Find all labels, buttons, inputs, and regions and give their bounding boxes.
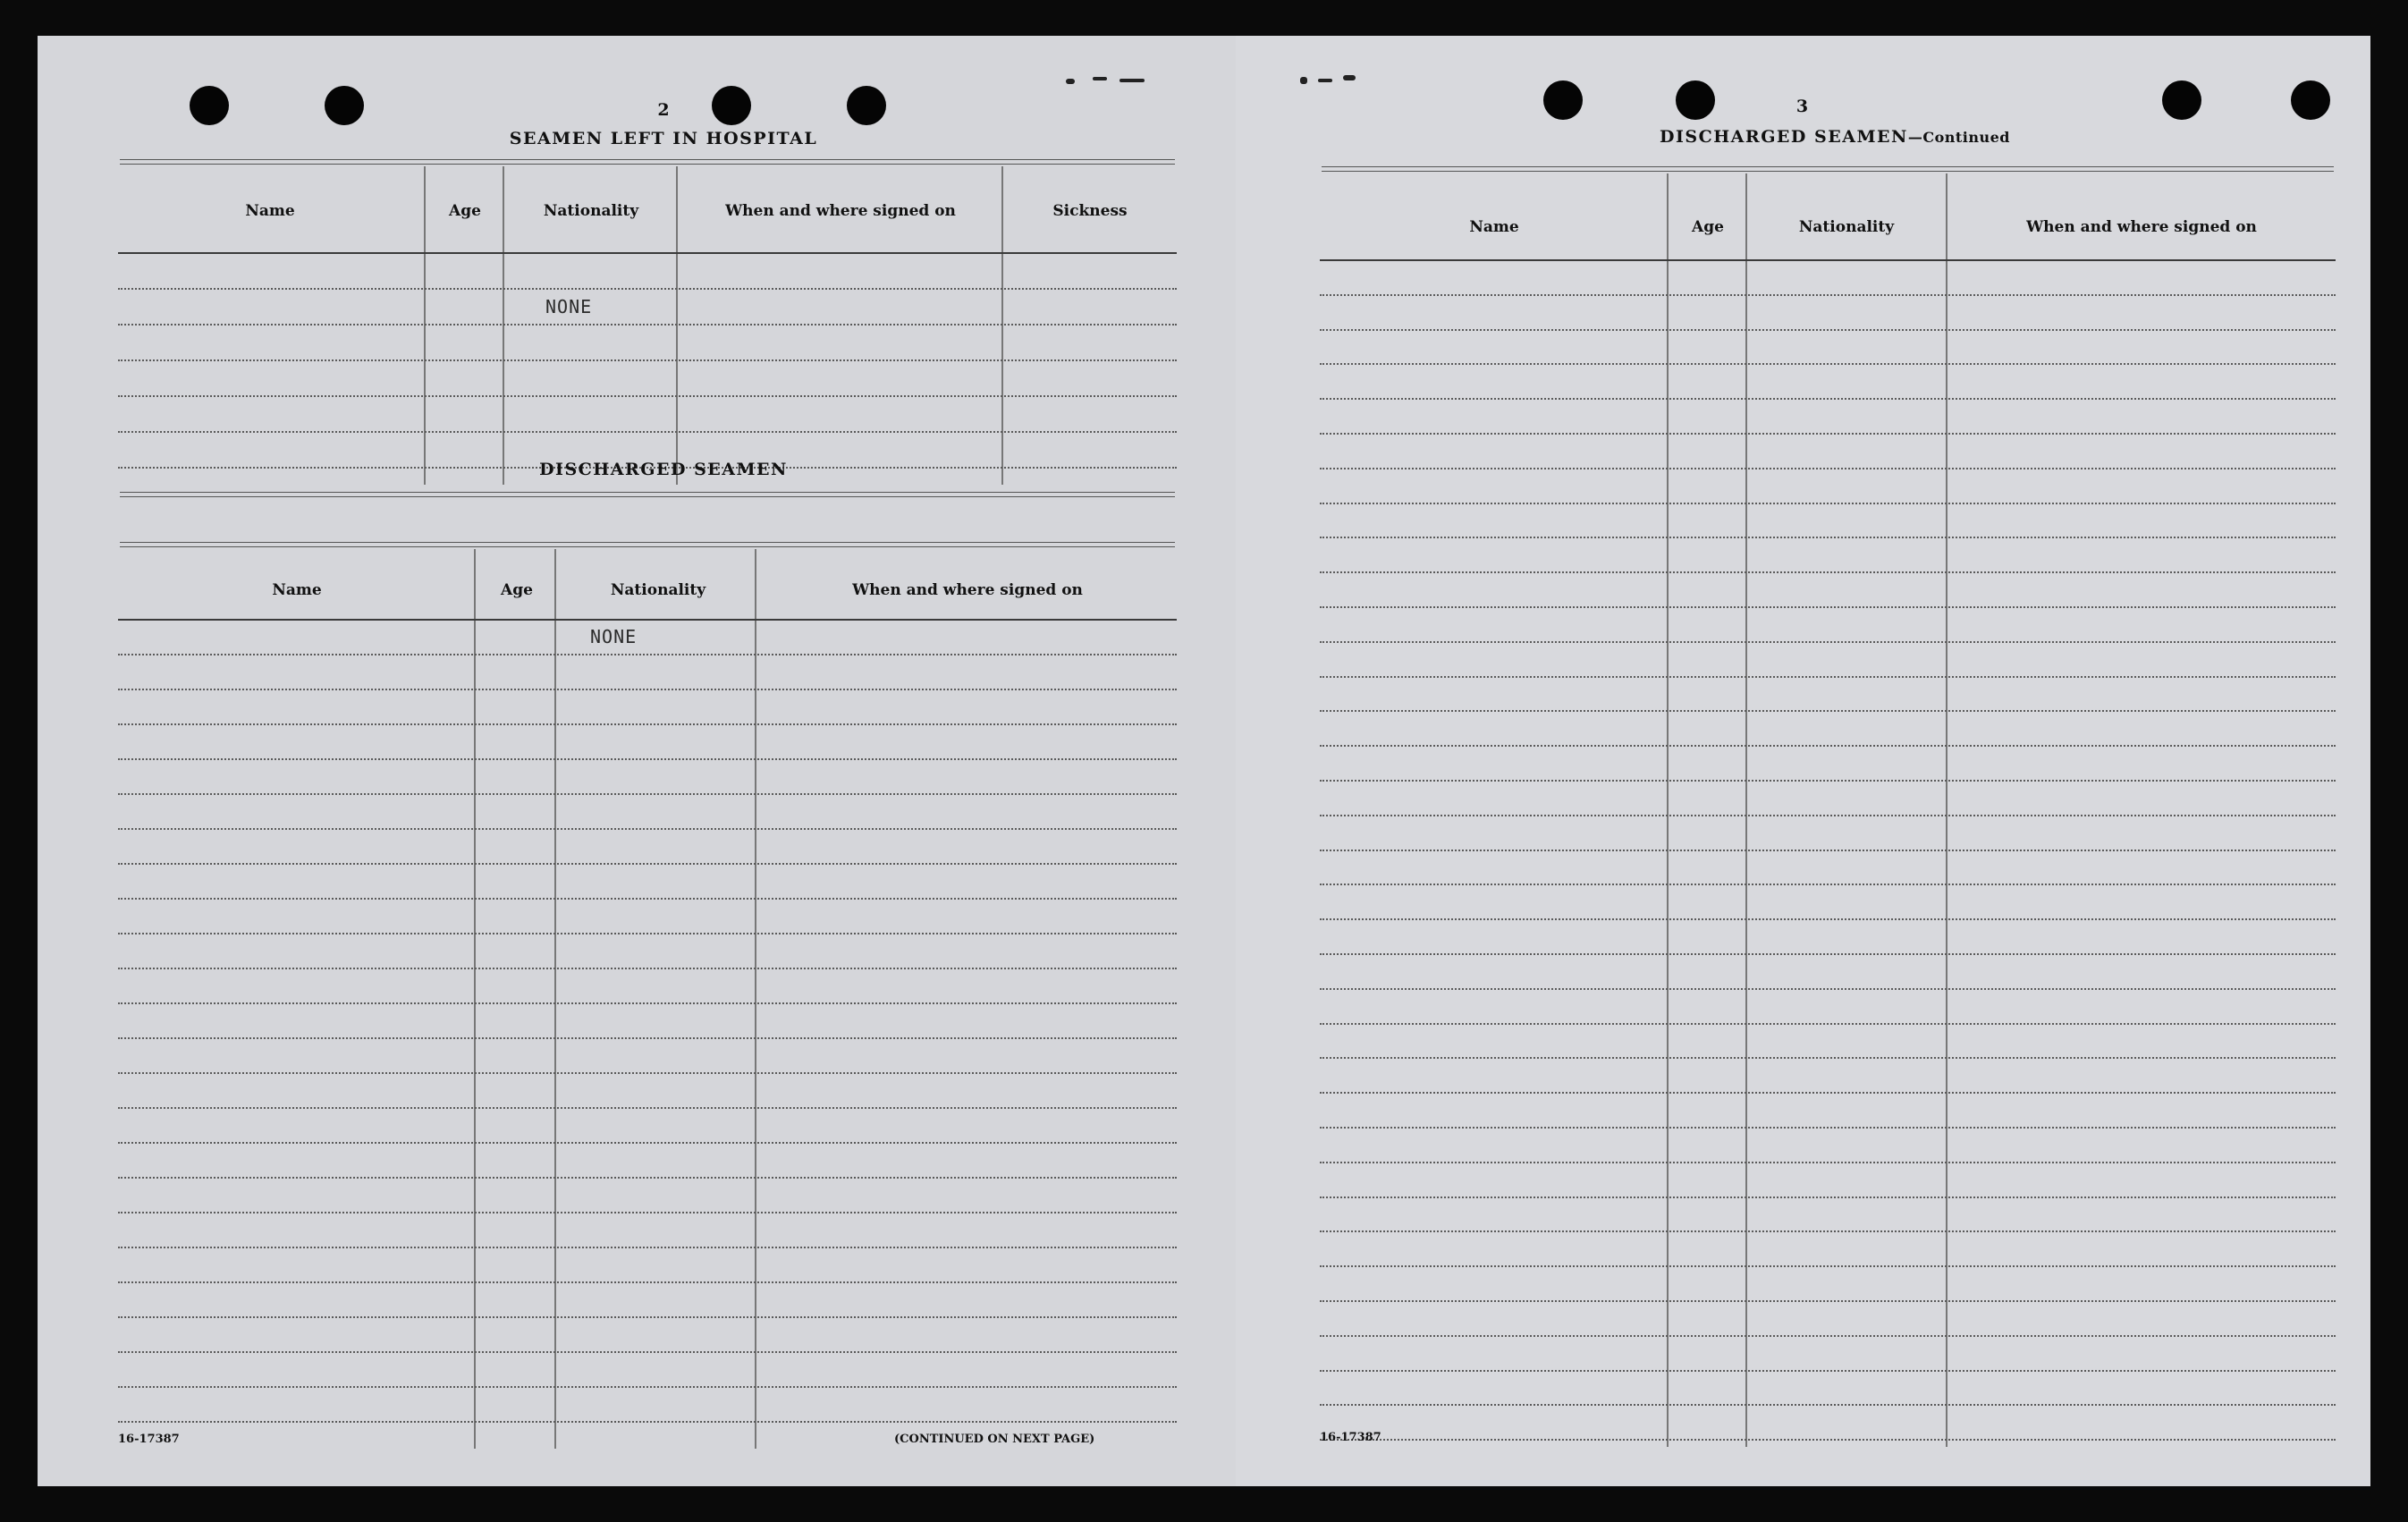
header-rule xyxy=(1322,166,2334,172)
row-rule xyxy=(1320,988,2336,990)
col-header-name: Name xyxy=(1469,218,1519,236)
row-rule xyxy=(118,863,1177,865)
col-header-signed-on: When and where signed on xyxy=(2026,218,2257,236)
row-rule xyxy=(1320,1404,2336,1406)
row-rule xyxy=(118,689,1177,690)
col-header-signed-on: When and where signed on xyxy=(725,202,956,220)
row-rule xyxy=(118,1002,1177,1004)
ink-smudge xyxy=(1120,79,1145,82)
col-header-age: Age xyxy=(501,581,533,599)
row-rule xyxy=(118,898,1177,900)
row-rule xyxy=(1320,1023,2336,1025)
section-title-text: DISCHARGED SEAMEN xyxy=(1660,127,1908,147)
row-rule xyxy=(1320,606,2336,608)
row-rule xyxy=(118,1037,1177,1039)
col-header-nationality: Nationality xyxy=(543,202,639,220)
row-rule xyxy=(118,1281,1177,1283)
column-divider xyxy=(424,166,426,485)
row-rule xyxy=(1320,1162,2336,1163)
discharged-continued-title xyxy=(1522,127,2148,147)
row-rule xyxy=(118,828,1177,830)
row-rule xyxy=(1320,503,2336,504)
hospital-table xyxy=(118,166,1177,492)
row-rule xyxy=(1320,1370,2336,1372)
column-divider xyxy=(554,549,556,1449)
ink-smudge xyxy=(1066,79,1075,84)
row-rule xyxy=(1320,641,2336,643)
row-rule xyxy=(1320,1335,2336,1337)
row-rule xyxy=(1320,850,2336,851)
section-rule xyxy=(120,492,1175,497)
row-rule xyxy=(1320,745,2336,747)
form-number: 16-17387 xyxy=(118,1433,180,1446)
col-header-sickness: Sickness xyxy=(1052,202,1128,220)
row-rule xyxy=(118,1212,1177,1213)
row-rule xyxy=(1320,398,2336,400)
row-rule xyxy=(118,1072,1177,1074)
column-divider xyxy=(1001,166,1003,485)
page-left xyxy=(38,36,1236,1486)
column-divider xyxy=(503,166,504,485)
row-rule xyxy=(1320,433,2336,435)
discharged-section-title: DISCHARGED SEAMEN xyxy=(539,460,788,479)
row-rule xyxy=(1320,1057,2336,1059)
typed-entry-none: NONE xyxy=(590,626,638,647)
ink-smudge xyxy=(1318,79,1332,82)
row-rule xyxy=(118,1142,1177,1144)
col-header-signed-on: When and where signed on xyxy=(852,581,1083,599)
row-rule xyxy=(118,1386,1177,1388)
header-rule xyxy=(120,542,1175,547)
discharged-table-left xyxy=(118,549,1177,1452)
row-rule xyxy=(1320,815,2336,816)
row-rule xyxy=(1320,571,2336,573)
column-divider xyxy=(676,166,678,485)
punch-hole xyxy=(712,86,751,125)
ink-smudge xyxy=(1093,77,1107,80)
punch-hole xyxy=(325,86,364,125)
continued-note: (CONTINUED ON NEXT PAGE) xyxy=(894,1433,1095,1446)
col-header-age: Age xyxy=(449,202,481,220)
row-rule xyxy=(1320,884,2336,885)
header-bottom-rule xyxy=(118,619,1177,621)
row-rule xyxy=(118,1247,1177,1248)
hospital-section-title: SEAMEN LEFT IN HOSPITAL xyxy=(509,129,818,148)
ink-smudge xyxy=(1343,75,1356,80)
row-rule xyxy=(118,1351,1177,1353)
row-rule xyxy=(1320,363,2336,365)
row-rule xyxy=(1320,710,2336,712)
row-rule xyxy=(1320,1127,2336,1129)
header-bottom-rule xyxy=(118,252,1177,254)
row-rule xyxy=(1320,329,2336,331)
row-rule xyxy=(1320,537,2336,538)
col-header-age: Age xyxy=(1692,218,1724,236)
row-rule xyxy=(118,968,1177,969)
form-sheet xyxy=(38,36,2370,1486)
row-rule xyxy=(118,431,1177,433)
discharged-table-right xyxy=(1320,173,2336,1450)
row-rule xyxy=(1320,468,2336,469)
row-rule xyxy=(118,654,1177,655)
row-rule xyxy=(1320,780,2336,782)
row-rule xyxy=(1320,1265,2336,1267)
page-number: 3 xyxy=(1795,97,1809,116)
row-rule xyxy=(1320,953,2336,955)
row-rule xyxy=(118,1421,1177,1423)
section-title-suffix: —Continued xyxy=(1907,129,2010,146)
column-divider xyxy=(755,549,756,1449)
page-number: 2 xyxy=(657,100,670,120)
row-rule xyxy=(118,324,1177,326)
row-rule xyxy=(118,793,1177,795)
col-header-name: Name xyxy=(245,202,295,220)
row-rule xyxy=(118,723,1177,725)
punch-hole xyxy=(190,86,229,125)
column-divider xyxy=(474,549,476,1449)
row-rule xyxy=(1320,1196,2336,1198)
row-rule xyxy=(1320,1230,2336,1232)
row-rule xyxy=(118,1316,1177,1318)
header-bottom-rule xyxy=(1320,259,2336,261)
page-right xyxy=(1236,36,2370,1486)
row-rule xyxy=(1320,1300,2336,1302)
row-rule xyxy=(1320,918,2336,920)
row-rule xyxy=(1320,1439,2336,1441)
header-rule xyxy=(120,159,1175,165)
punch-hole xyxy=(847,86,886,125)
row-rule xyxy=(1320,1092,2336,1094)
row-rule xyxy=(118,1177,1177,1179)
col-header-nationality: Nationality xyxy=(1798,218,1895,236)
form-number: 16-17387 xyxy=(1320,1431,1381,1444)
row-rule xyxy=(1320,294,2336,296)
typed-entry-none: NONE xyxy=(545,296,593,317)
row-rule xyxy=(118,359,1177,361)
row-rule xyxy=(118,933,1177,934)
col-header-name: Name xyxy=(272,581,322,599)
row-rule xyxy=(1320,676,2336,678)
row-rule xyxy=(118,1107,1177,1109)
col-header-nationality: Nationality xyxy=(610,581,706,599)
row-rule xyxy=(118,288,1177,290)
ink-smudge xyxy=(1300,77,1307,84)
row-rule xyxy=(118,758,1177,760)
row-rule xyxy=(118,395,1177,397)
